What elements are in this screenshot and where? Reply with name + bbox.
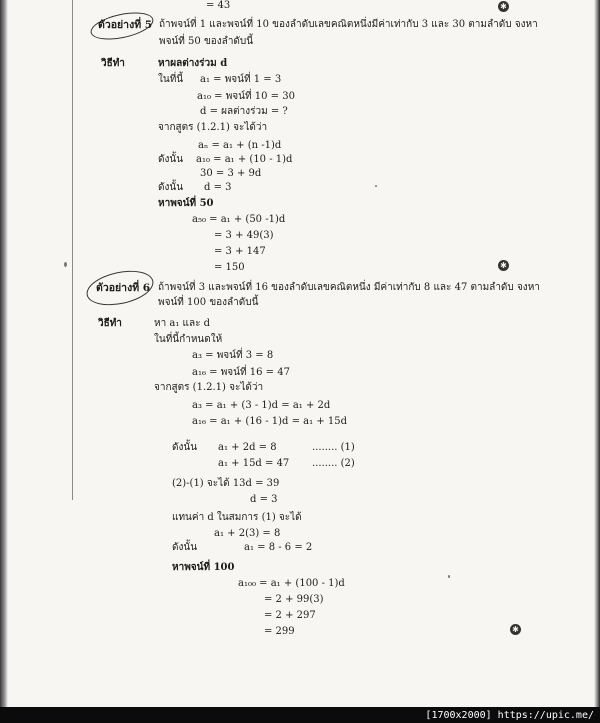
example-6-a100-line-2: = 2 + 99(3) [264,594,324,605]
example-6-system-tag-1: ........ (1) [312,442,355,453]
example-5-step-find-d: หาผลต่างร่วม d [158,58,228,69]
example-5-so-label-2: ดังนั้น [158,182,184,193]
example-6-find: หา a₁ และ d [154,318,211,329]
image-host-footer [0,707,600,723]
example-6-method-label: วิธีทำ [98,318,122,329]
example-6-substitute: แทนค่า d ในสมการ (1) จะได้ [172,512,302,523]
end-mark-icon: ✱ [510,624,521,635]
example-5-d-result: d = 3 [204,182,232,193]
example-6-a100-line-4: = 299 [264,626,295,637]
scan-speck [64,262,67,267]
example-6-a1-result: a₁ = 8 - 6 = 2 [244,542,313,553]
example-6-system-eq-1: a₁ + 2d = 8 [218,442,277,453]
example-5-problem-line-1: ถ้าพจน์ที่ 1 และพจน์ที่ 10 ของลำดับเลขคณิตหนึ่งมีค่าเท่ากับ 3 และ 30 ตามลำดับ จงหา [159,19,538,30]
example-6-so-label: ดังนั้น [172,442,198,453]
example-6-label: ตัวอย่างที่ 6 [96,282,151,294]
example-5-substitution: a₁₀ = a₁ + (10 - 1)d [196,154,293,165]
scan-speck [448,575,450,578]
example-5-a50-line-2: = 3 + 49(3) [214,230,274,241]
example-6-given-2: a₁₆ = พจน์ที่ 16 = 47 [192,367,290,378]
example-6-equation-a16: a₁₆ = a₁ + (16 - 1)d = a₁ + 15d [192,416,348,427]
example-6-formula-ref: จากสูตร (1.2.1) จะได้ว่า [154,382,264,393]
example-6-d-result: d = 3 [250,494,278,505]
example-6-system-eq-2: a₁ + 15d = 47 [218,458,290,469]
example-5-step-find-50: หาพจน์ที่ 50 [158,198,214,209]
example-5-method-label: วิธีทำ [101,58,125,69]
example-6-problem-line-1: ถ้าพจน์ที่ 3 และพจน์ที่ 16 ของลำดับเลขคณิตหนึ่ง มีค่าเท่ากับ 8 และ 47 ตามลำดับ จงหา [158,282,540,293]
end-mark-icon: ✱ [498,1,509,12]
example-6-system-tag-2: ........ (2) [312,458,355,469]
example-5-label: ตัวอย่างที่ 5 [98,19,153,31]
example-6-equation-a3: a₃ = a₁ + (3 - 1)d = a₁ + 2d [192,400,331,411]
page-left-edge-shadow [0,0,8,723]
example-5-formula: aₙ = a₁ + (n -1)d [198,140,282,151]
example-5-a50-line-3: = 3 + 147 [214,246,266,257]
example-5-given-label: ในที่นี้ [158,74,184,85]
example-6-so-label-2: ดังนั้น [172,542,198,553]
example-6-subtract: (2)-(1) จะได้ 13d = 39 [172,478,280,489]
example-5-so-label: ดังนั้น [158,154,184,165]
example-5-given-3: d = ผลต่างร่วม = ? [200,106,288,117]
image-host-caption[interactable]: [1700x2000] https://upic.me/ [425,710,594,721]
example-5-problem-line-2: พจน์ที่ 50 ของลำดับนี้ [159,36,254,47]
example-6-given-1: a₃ = พจน์ที่ 3 = 8 [192,350,274,361]
example-5-equation: 30 = 3 + 9d [200,168,262,179]
example-5-given-1: a₁ = พจน์ที่ 1 = 3 [200,74,282,85]
page-right-edge-shadow [594,0,600,723]
example-5-formula-ref: จากสูตร (1.2.1) จะได้ว่า [158,122,268,133]
example-6-problem-line-2: พจน์ที่ 100 ของลำดับนี้ [158,297,259,308]
example-5-a50-line-4: = 150 [214,262,245,273]
example-6-a100-line-1: a₁₀₀ = a₁ + (100 - 1)d [238,578,345,589]
previous-result: = 43 [206,0,231,11]
example-6-substituted-equation: a₁ + 2(3) = 8 [214,528,281,539]
example-6-a100-line-3: = 2 + 297 [264,610,316,621]
example-6-step-find-100: หาพจน์ที่ 100 [172,562,235,573]
end-mark-icon: ✱ [498,260,509,271]
example-5-given-2: a₁₀ = พจน์ที่ 10 = 30 [197,91,295,102]
example-6-given-label: ในที่นี้กำหนดให้ [154,334,223,345]
scan-speck [375,185,377,187]
example-5-a50-line-1: a₅₀ = a₁ + (50 -1)d [192,214,286,225]
margin-line [72,0,73,500]
